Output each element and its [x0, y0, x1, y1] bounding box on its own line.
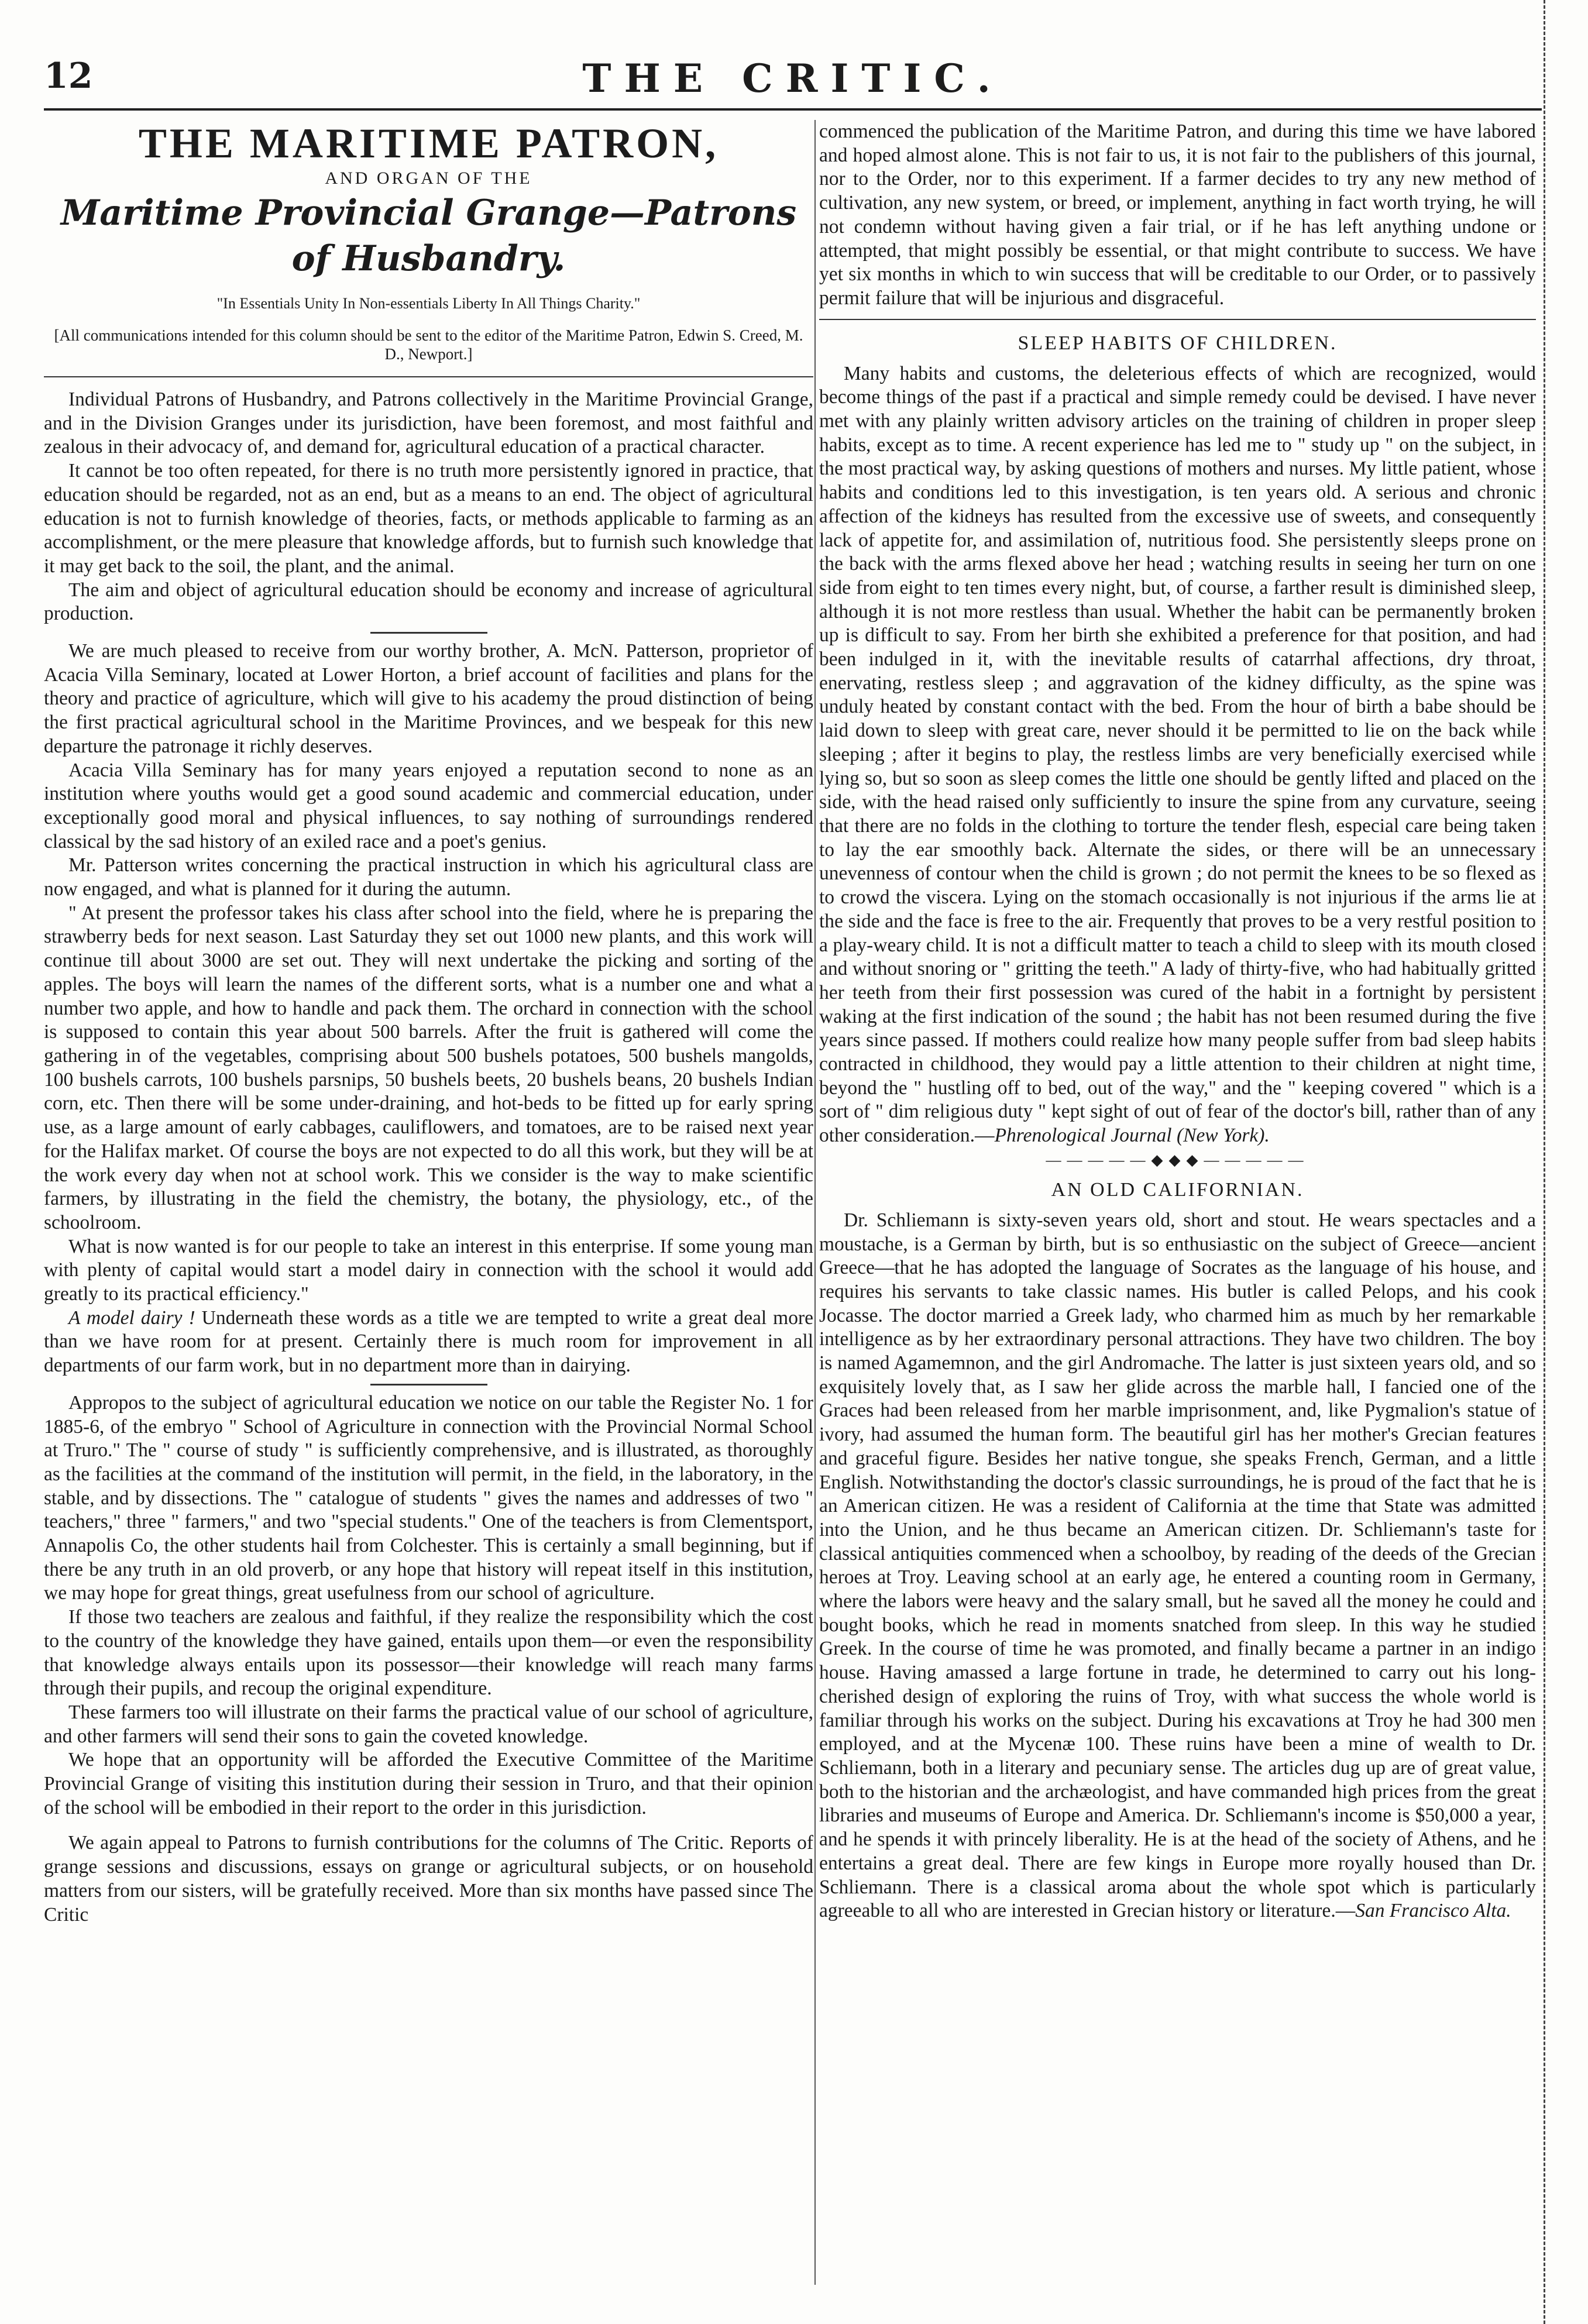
editor-note: [All communications intended for this column should be sent to the editor of the Maritime Patron, Edwin S. Creed, M. D., Newport.] [54, 326, 803, 363]
paragraph: We hope that an opportunity will be afforded the Executive Committee of the Maritime Provincial Grange of visiting this institution during their session in Truro, and that their opinion of the school will be embodied in their report to the order in this jurisdiction. [44, 1749, 813, 1818]
paragraph: These farmers too will illustrate on their farms the practical value of our school of agriculture, and other farmers will send their sons to gain the coveted knowledge. [44, 1701, 813, 1747]
continuation-paragraph: commenced the publication of the Maritime Patron, and during this time we have labored and hoped almost alone. This is not fair to us, it is not fair to the publishers of this journal, nor to the Order, nor to this experiment. If a farmer decides to try any new method of cultivation, any new system, or breed, or implement, anything in fact worth trying, he will not condemn without having given a fair trial, or if he has left anything undone or attempted, that might possibly be essential, or that might contribute to success. We have yet six months in which to win success that will be creditable to our Order, or to passively permit failure that will be injurious and disgraceful. [819, 121, 1536, 309]
sleep-article [819, 362, 1536, 1148]
ornament-divider: —————◆◆◆————— [1046, 1151, 1309, 1168]
paragraph: What is now wanted is for our people to take an interest in this enterprise. If some young man with plenty of capital would start a model dairy in connection with the school it would add greatly to its practical efficiency." [44, 1235, 813, 1305]
paragraph: Appropos to the subject of agricultural education we notice on our table the Register No. 1 for 1885-6, of the embryo " School of Agriculture in connection with the Provincial Normal School at Truro." The " course of study " is sufficiently comprehensive, and is illustrated, as thoroughly as the facilities at the command of the institution will permit, in the field, in the laboratory, in the stable, and by dissections. The " catalogue of students " gives the names and addresses of two " teachers," three " farmers," and two "special students." One of the teachers is from Clementsport, Annapolis Co, the other students hail from Colchester. This is certainly a small beginning, but if there be any truth in an old proverb, or any hope that history will repeat itself in this institution, we may hope for great things, great usefulness from our school of agriculture. [44, 1391, 813, 1604]
paragraph: Mr. Patterson writes concerning the practical instruction in which his agricultural class are now engaged, and what is planned for it during the autumn. [44, 854, 813, 900]
paragraph: Individual Patrons of Husbandry, and Patrons collectively in the Maritime Provincial Grange, and in the Division Granges under its jurisdiction, have been foremost, and most faithful and zealous in their advocacy of, and demand for, agricultural education of a practical character. [44, 389, 813, 458]
dairy-lead: A model dairy ! [68, 1307, 195, 1329]
closing-paragraph: We again appeal to Patrons to furnish contributions for the columns of The Critic. Reports of grange sessions and discussions, essays on grange or agricultural subjects, or on household matters from our sisters, will be gratefully received. More than six months have passed since The Critic [44, 1832, 813, 1926]
paragraph: " At present the professor takes his class after school into the field, where he is preparing the strawberry beds for next season. Last Saturday they set out 1000 new plants, and this work will continue till about 3000 are set out. They will next undertake the picking and sorting of the apples. The boys will learn the names of the different sorts, what is a number one and what a number two apple, and how to handle and pack them. The orchard in connection with the school is supposed to contain this year about 500 barrels. After the fruit is gathered will come the gathering in of the vegetables, comprising about 500 bushels potatoes, 500 bushels mangolds, 100 bushels carrots, 100 bushels parsnips, 50 bushels beets, 20 bushels beans, 20 bushels Indian corn, etc. Then there will be some under-draining, and hot-beds to be fitted up for early spring use, as a large amount of early cabbages, cauliflowers, and tomatoes, are to be raised next year for the Halifax market. Of course the boys are not expected to do all this work, but they will be at the work every day when not at school work. This we consider is the way to make scientific farmers, by illustrating in the field the chemistry, the botany, the physiology, etc., of the schoolroom. [44, 902, 813, 1233]
section-title-californian: AN OLD CALIFORNIAN. [1051, 1178, 1304, 1201]
paragraph: The aim and object of agricultural education should be economy and increase of agricultural production. [44, 579, 813, 625]
section-rule [370, 632, 487, 634]
masthead-rule [44, 376, 813, 377]
left-column [44, 120, 813, 1927]
masthead-motto: "In Essentials Unity In Non-essentials Liberty In All Things Charity." [216, 295, 641, 312]
masthead-organ: Maritime Provincial Grange—Patrons of Husbandry. [60, 192, 797, 279]
dairy-rest: Underneath these words as a title we are tempted to write a great deal more than we have room for at present. Certainly there is much room for improvement in all departments of our farm work, but in no department more than in dairying. [44, 1307, 813, 1377]
paragraph: It cannot be too often repeated, for there is no truth more persistently ignored in practice, that education should be regarded, not as an end, but as a means to an end. The object of agricultural education is not to furnish knowledge of theories, facts, or methods applicable to farming as an accomplishment, or the mere pleasure that knowledge affords, but to furnish such knowledge that it may get back to the soil, the plant, and the animal. [44, 460, 813, 577]
sleep-source: Phrenological Journal (New York). [994, 1125, 1270, 1147]
californian-source: San Francisco Alta. [1355, 1900, 1511, 1922]
californian-body: Dr. Schliemann is sixty-seven years old, short and stout. He wears spectacles and a moustache, is a German by birth, but is so enthusiastic on the subject of Greece—ancient Greece—that he has adopted the language of Socrates as the language of his house, and requires his servants to take classic names. His butler is called Pelops, and his cook Jocasse. The doctor married a Greek lady, who charmed him as much by her remarkable intelligence as by her extraordinary personal attractions. They have two children. The boy is named Agamemnon, and the girl Andromache. The latter is just sixteen years old, and so exquisitely lovely that, as I saw her glide across the marble hall, I fancied one of the Graces had been released from her marble imprisonment, and, like Pygmalion's statue of ivory, had assumed the human form. The beautiful girl has her mother's Grecian features and graceful figure. Besides her native tongue, she speaks French, German, and a little English. Notwithstanding the doctor's classic surroundings, he is proud of the fact that he is an American citizen. He was a resident of California at the time that State was admitted into the Union, and he thus became an American citizen. Dr. Schliemann's taste for classical antiquities commenced when a schoolboy, by reading of the deeds of the Grecian heroes at Troy. Leaving school at an early age, he entered a counting room in Germany, where the labors were heavy and the salary small, but he saved all the money he could and bought books, which he read in moments snatched from sleep. In this way he studied Greek. In the course of time he was promoted, and finally became a partner in an indigo house. Having amassed a large fortune in trade, he determined to carry out his long-cherished design of exploring the ruins of Troy, with what success the whole world is familiar through his works on the subject. During his excavations at Troy he had 300 men employed, and at the Mycenæ 100. These ruins have been a mine of wealth to Dr. Schliemann, both in a literary and pecuniary sense. The articles dug up are of great value, both to the historian and the archæologist, and have commanded high prices from the great libraries and museums of Europe and America. Dr. Schliemann's income is $50,000 a year, and he spends it with princely liberality. He is at the head of the society of Athens, and he entertains a great deal. There are few kings in Europe more royally housed than Dr. Schliemann. There is a classical aroma about the whole spot which is particularly agreeable to all who are interested in Grecian history or literature.— [819, 1209, 1536, 1922]
dairy-paragraph [44, 1307, 813, 1378]
masthead-subtitle: AND ORGAN OF THE [325, 169, 532, 188]
section-rule [819, 319, 1536, 320]
paragraph: We are much pleased to receive from our worthy brother, A. McN. Patterson, proprietor of Acacia Villa Seminary, located at Lower Horton, a brief account of facilities and plans for the theory and practice of agriculture, which will give to his academy the proud distinction of being the first practical agricultural school in the Maritime Provinces, and we bespeak for this new departure the patronage it richly deserves. [44, 640, 813, 757]
sleep-body: Many habits and customs, the deleterious effects of which are recognized, would become things of the past if a practical and simple remedy could be devised. I have never met with any plainly written advisory articles on the training of children in proper sleep habits, except as to time. A recent experience has led me to " study up " on the subject, in the most practical way, by asking questions of mothers and nurses. My little patient, whose habits and conditions led to this investigation, is ten years old. A serious and chronic affection of the kidneys has resulted from the excessive use of sweets, and consequently lack of appetite for, and assimilation of, nutritious food. She persistently sleeps prone on the back with the arms flexed above her head ; watching results in seeing her turn on one side from eight to ten times every night, but, of course, a farther result is diminished sleep, although it is not more restless than usual. Whether the habit can be permanently broken up is difficult to say. From her birth she exhibited a preference for that position, and had been indulged in it, with the inevitable results of catarrhal affections, dry throat, enervating, restless sleep ; and aggravation of the kidney difficulty, as the spine was unduly heated by constant contact with the bed. From the hour of birth a babe should be laid down to sleep with great care, never should it be permitted to lie on the back while sleeping ; after it begins to play, the restless limbs are very beneficially exercised while lying so, but so soon as sleep comes the little one should be gently lifted and placed on the side, with the head raised only sufficiently to insure the spine from any curvature, seeing that there are no folds in the clothing to torture the tender flesh, especial care being taken to lay the ear smoothly back. Alternate the sides, or there will be an unnecessary unevenness of contour when the child is grown ; do not permit the knees to be so flexed as to crowd the viscera. Lying on the stomach occasionally is not injurious if the arms lie at the side and the face is free to the air. Frequently that proves to be a very restful position to a play-weary child. It is not a difficult matter to teach a child to sleep with its mouth closed and without snoring or " gritting the teeth." A lady of thirty-five, who had habitually gritted her teeth from their first possession was cured of the habit in a fortnight by persistent waking at the first indication of the sound ; the habit has not been resumed during the five years since passed. If mothers could realize how many people suffer from bad sleep habits contracted in childhood, they would pay a little attention to their children at night time, beyond the " hustling off to bed, out of the way," and the " keeping covered " which is a sort of " dim religious duty " kept sight of out of fear of the doctor's bill, rather than of any other consideration.— [819, 362, 1536, 1147]
paper-title: THE CRITIC. [582, 56, 1003, 101]
paragraph: If those two teachers are zealous and faithful, if they realize the responsibility which the cost to the country of the knowledge they have gained, entails upon them—or even the responsibility that knowledge always entails upon its possessor—their knowledge will reach many farms through their pupils, and recoup the original expenditure. [44, 1606, 813, 1700]
paragraph: Acacia Villa Seminary has for many years enjoyed a reputation second to none as an institution where youths would get a good sound academic and commercial education, under exceptionally good moral and physical influences, to say nothing of surroundings rendered classical by the sad history of an exiled race and a poet's genius. [44, 759, 813, 852]
torn-page-edge [1544, 0, 1556, 2324]
column-divider [814, 120, 816, 2285]
page-number: 12 [44, 56, 93, 97]
right-column [819, 120, 1536, 1923]
header-rule [44, 108, 1542, 111]
page-header [44, 56, 1542, 102]
masthead-title: THE MARITIME PATRON, [138, 120, 719, 167]
californian-article [819, 1209, 1536, 1923]
section-rule [370, 1384, 487, 1386]
section-title-sleep: SLEEP HABITS OF CHILDREN. [1018, 332, 1338, 354]
